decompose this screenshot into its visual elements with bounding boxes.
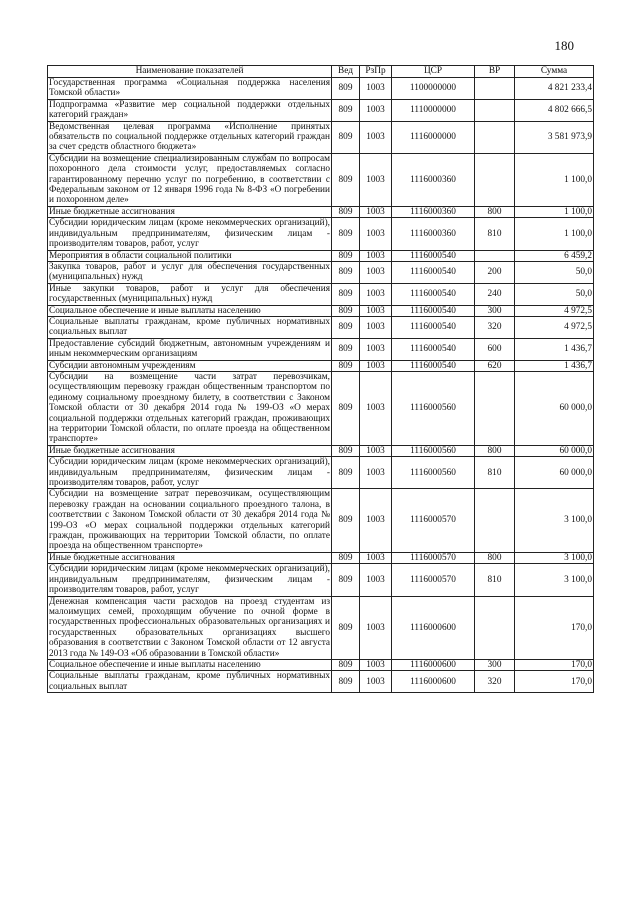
row-csr: 1116000540: [392, 316, 475, 338]
row-vr: 200: [475, 261, 515, 283]
row-rzpr: 1003: [360, 316, 392, 338]
table-row: [48, 596, 594, 659]
table-row: [48, 659, 594, 670]
row-vr: 300: [475, 305, 515, 316]
row-csr: 1116000360: [392, 218, 475, 250]
budget-table: [47, 65, 594, 693]
row-name: Предоставление субсидий бюджетным, автономным учреждениям и иным некоммерческим организациям: [49, 338, 330, 360]
row-ved: 809: [332, 206, 360, 217]
row-ved: 809: [332, 489, 360, 552]
table-row: [48, 316, 594, 338]
row-csr: 1116000600: [392, 659, 475, 670]
row-sum: 50,0: [515, 261, 594, 283]
row-rzpr: 1003: [360, 78, 392, 100]
table-row: [48, 489, 594, 552]
table-row: [48, 371, 594, 445]
row-name: Субсидии на возмещение специализированным службам по вопросам похоронного дела стоимости услуг, предоставляемых согласно гарантированному перечню услуг по погребению, в соответствии с Федеральным законом от 12 января 1996 года № 8-ФЗ «О погребении и похоронном деле»: [49, 153, 330, 206]
row-name: Иные закупки товаров, работ и услуг для обеспечения государственных (муниципальных) нужд: [49, 283, 330, 305]
row-vr: [475, 596, 515, 659]
row-ved: 809: [332, 445, 360, 456]
table-row: [48, 99, 594, 121]
row-csr: 1110000000: [392, 99, 475, 121]
row-name: Ведомственная целевая программа «Исполнение принятых обязательств по социальной поддержке отдельных категорий граждан за счет средств областного бюджета»: [49, 121, 330, 153]
row-name: Социальные выплаты гражданам, кроме публичных нормативных социальных выплат: [49, 671, 330, 692]
row-name: Иные бюджетные ассигнования: [48, 206, 332, 217]
row-rzpr: 1003: [360, 596, 392, 659]
row-csr: 1116000360: [392, 206, 475, 217]
row-name: Субсидии юридическим лицам (кроме некоммерческих организаций), индивидуальным предпринимателям, физическим лицам - производителям товаров, работ, услуг: [49, 457, 330, 489]
row-name: Субсидии юридическим лицам (кроме некоммерческих организаций), индивидуальным предпринимателям, физическим лицам - производителям товаров, работ, услуг: [49, 218, 330, 250]
table-row: [48, 457, 594, 489]
header-rzpr: РзПр: [360, 66, 392, 78]
row-sum: 60 000,0: [515, 445, 594, 456]
row-csr: 1116000570: [392, 564, 475, 596]
table-row: [48, 360, 594, 371]
row-rzpr: 1003: [360, 371, 392, 445]
row-vr: [475, 250, 515, 261]
row-name: Закупка товаров, работ и услуг для обеспечения государственных (муниципальных) нужд: [49, 261, 330, 283]
row-vr: 810: [475, 564, 515, 596]
row-name: Иные бюджетные ассигнования: [48, 552, 332, 563]
header-sum: Сумма: [515, 66, 594, 78]
row-csr: 1116000570: [392, 552, 475, 563]
row-name: Социальное обеспечение и иные выплаты населению: [48, 305, 332, 316]
row-ved: 809: [332, 250, 360, 261]
row-sum: 3 100,0: [515, 552, 594, 563]
row-ved: 809: [332, 659, 360, 670]
row-vr: 240: [475, 283, 515, 305]
table-row: [48, 121, 594, 153]
row-sum: 170,0: [515, 671, 594, 693]
row-rzpr: 1003: [360, 250, 392, 261]
row-csr: 1116000360: [392, 153, 475, 206]
row-rzpr: 1003: [360, 671, 392, 693]
row-rzpr: 1003: [360, 305, 392, 316]
row-vr: 320: [475, 671, 515, 693]
row-sum: 170,0: [515, 596, 594, 659]
row-ved: 809: [332, 121, 360, 153]
table-row: [48, 338, 594, 360]
row-ved: 809: [332, 218, 360, 250]
row-ved: 809: [332, 596, 360, 659]
table-row: [48, 564, 594, 596]
row-vr: [475, 489, 515, 552]
row-ved: 809: [332, 283, 360, 305]
row-rzpr: 1003: [360, 99, 392, 121]
row-ved: 809: [332, 305, 360, 316]
row-name: Денежная компенсация части расходов на проезд студентам из малоимущих семей, проходящим обучение по очной форме в государственных профессиональных образовательных организациях и государственных образовательных организациях высшего образования в соответствии с Законом Томской области от 12 августа 2013 года № 149-ОЗ «Об образовании в Томской области»: [49, 596, 330, 659]
row-sum: 1 100,0: [515, 206, 594, 217]
table-row: [48, 305, 594, 316]
row-sum: 3 100,0: [515, 564, 594, 596]
row-rzpr: 1003: [360, 457, 392, 489]
row-rzpr: 1003: [360, 552, 392, 563]
row-rzpr: 1003: [360, 445, 392, 456]
row-name: Подпрограмма «Развитие мер социальной поддержки отдельных категорий граждан»: [49, 99, 330, 121]
table-header-row: [48, 66, 594, 78]
row-name: Социальное обеспечение и иные выплаты населению: [48, 659, 332, 670]
row-vr: [475, 153, 515, 206]
row-sum: 1 100,0: [515, 218, 594, 250]
row-csr: 1116000600: [392, 671, 475, 693]
row-name: Субсидии юридическим лицам (кроме некоммерческих организаций), индивидуальным предпринимателям, физическим лицам - производителям товаров, работ, услуг: [49, 564, 330, 596]
table-row: [48, 283, 594, 305]
row-name: Мероприятия в области социальной политики: [48, 250, 332, 261]
row-rzpr: 1003: [360, 360, 392, 371]
row-csr: 1116000540: [392, 338, 475, 360]
header-name: Наименование показателей: [48, 66, 332, 78]
row-vr: 810: [475, 457, 515, 489]
row-vr: [475, 121, 515, 153]
table-row: [48, 445, 594, 456]
row-vr: [475, 371, 515, 445]
row-rzpr: 1003: [360, 489, 392, 552]
row-csr: 1100000000: [392, 78, 475, 100]
row-rzpr: 1003: [360, 218, 392, 250]
row-sum: 4 972,5: [515, 305, 594, 316]
row-sum: 1 436,7: [515, 338, 594, 360]
row-vr: 800: [475, 445, 515, 456]
row-csr: 1116000540: [392, 283, 475, 305]
row-name: Государственная программа «Социальная поддержка населения Томской области»: [49, 78, 330, 99]
header-vr: ВР: [475, 66, 515, 78]
row-name: Субсидии на возмещение части затрат перевозчикам, осуществляющим перевозку граждан общественным транспортом по единому социальному проездному билету, в соответствии с Законом Томской области от 30 декабря 2014 года № 199-ОЗ «О мерах социальной поддержки отдельных категорий граждан, проживающих на территории Томской области, по оплате проезда на общественном транспорте»: [49, 371, 330, 445]
row-ved: 809: [332, 564, 360, 596]
row-csr: 1116000600: [392, 596, 475, 659]
row-csr: 1116000000: [392, 121, 475, 153]
row-ved: 809: [332, 316, 360, 338]
row-name: Субсидии автономным учреждениям: [48, 360, 332, 371]
table-row: [48, 671, 594, 693]
row-ved: 809: [332, 338, 360, 360]
row-rzpr: 1003: [360, 121, 392, 153]
row-vr: 800: [475, 552, 515, 563]
row-ved: 809: [332, 360, 360, 371]
row-vr: 320: [475, 316, 515, 338]
row-ved: 809: [332, 78, 360, 100]
row-rzpr: 1003: [360, 338, 392, 360]
row-sum: 6 459,2: [515, 250, 594, 261]
row-name: Социальные выплаты гражданам, кроме публичных нормативных социальных выплат: [49, 316, 330, 338]
header-ved: Вед: [332, 66, 360, 78]
row-sum: 1 436,7: [515, 360, 594, 371]
row-csr: 1116000540: [392, 305, 475, 316]
row-csr: 1116000560: [392, 445, 475, 456]
row-vr: 300: [475, 659, 515, 670]
header-csr: ЦСР: [392, 66, 475, 78]
row-csr: 1116000560: [392, 457, 475, 489]
row-vr: 810: [475, 218, 515, 250]
row-sum: 60 000,0: [515, 457, 594, 489]
row-ved: 809: [332, 371, 360, 445]
row-rzpr: 1003: [360, 261, 392, 283]
row-csr: 1116000540: [392, 261, 475, 283]
page-number: 180: [554, 38, 574, 53]
row-rzpr: 1003: [360, 153, 392, 206]
row-sum: 170,0: [515, 659, 594, 670]
row-vr: 600: [475, 338, 515, 360]
row-ved: 809: [332, 671, 360, 693]
row-csr: 1116000540: [392, 250, 475, 261]
row-sum: 1 100,0: [515, 153, 594, 206]
row-rzpr: 1003: [360, 283, 392, 305]
row-ved: 809: [332, 153, 360, 206]
row-rzpr: 1003: [360, 659, 392, 670]
table-row: [48, 206, 594, 217]
row-csr: 1116000560: [392, 371, 475, 445]
table-row: [48, 78, 594, 100]
row-ved: 809: [332, 457, 360, 489]
row-vr: [475, 99, 515, 121]
row-rzpr: 1003: [360, 564, 392, 596]
row-sum: 60 000,0: [515, 371, 594, 445]
table-row: [48, 250, 594, 261]
row-sum: 4 821 233,4: [515, 78, 594, 100]
row-ved: 809: [332, 552, 360, 563]
row-ved: 809: [332, 99, 360, 121]
row-vr: 620: [475, 360, 515, 371]
row-name: Субсидии на возмещение затрат перевозчикам, осуществляющим перевозку граждан на основании социального проездного талона, в соответствии с Законом Томской области от 30 декабря 2014 года № 199-ОЗ «О мерах социальной поддержки отдельных категорий граждан, проживающих на территории Томской области, по оплате проезда на общественном транспорте»: [49, 489, 330, 552]
row-sum: 50,0: [515, 283, 594, 305]
row-vr: 800: [475, 206, 515, 217]
table-row: [48, 552, 594, 563]
row-ved: 809: [332, 261, 360, 283]
row-vr: [475, 78, 515, 100]
row-sum: 4 802 666,5: [515, 99, 594, 121]
row-rzpr: 1003: [360, 206, 392, 217]
table-row: [48, 218, 594, 250]
table-row: [48, 153, 594, 206]
row-sum: 3 100,0: [515, 489, 594, 552]
row-sum: 4 972,5: [515, 316, 594, 338]
table-row: [48, 261, 594, 283]
row-sum: 3 581 973,9: [515, 121, 594, 153]
row-name: Иные бюджетные ассигнования: [48, 445, 332, 456]
row-csr: 1116000540: [392, 360, 475, 371]
row-csr: 1116000570: [392, 489, 475, 552]
